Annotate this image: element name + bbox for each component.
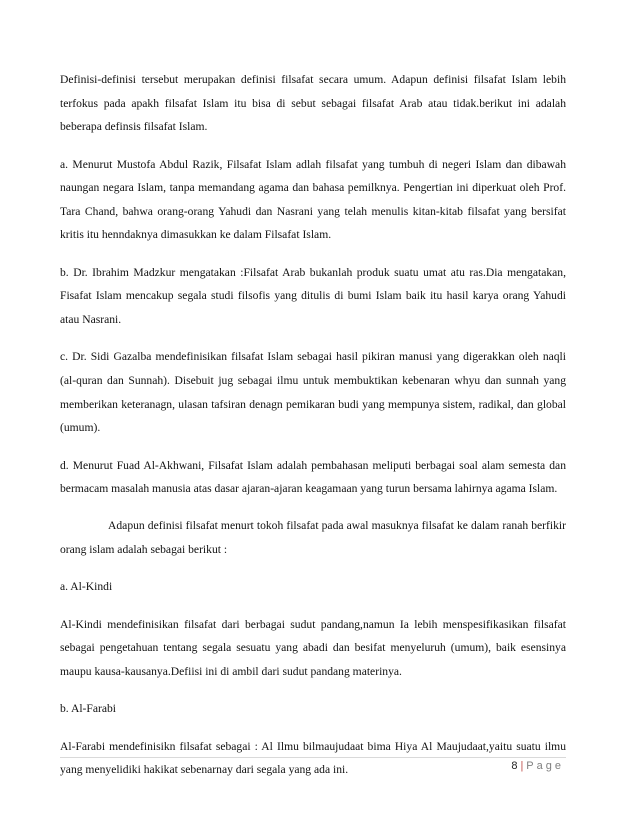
paragraph-definition-b: b. Dr. Ibrahim Madzkur mengatakan :Filsafat Arab bukanlah produk suatu umat atu ras.Dia mengatakan, Fisafat Islam mencakup segala studi filsofis yang ditulis di bumi Islam baik itu hasil karya orang Yahudi atau Nasrani. — [60, 265, 566, 326]
paragraph-definition-c: c. Dr. Sidi Gazalba mendefinisikan filsafat Islam sebagai hasil pikiran manusi yang digerakkan oleh naqli (al-quran dan Sunnah). Disebuit jug sebagai ilmu untuk membuktikan kebenaran whyu dan sunnah yang memberikan keteranagn, ulasan tafsiran denagn pemikaran budi yang mempunya sistem, radikal, dan global (umum). — [60, 350, 566, 435]
page-label: Page — [526, 760, 564, 772]
paragraph-definition-d: d. Menurut Fuad Al-Akhwani, Filsafat Islam adalah pembahasan meliputi berbagai soal alam semesta dan bermacam masalah manusia atas dasar ajaran-ajaran keagamaan yang turun bersama lahirnya agama Islam. — [60, 458, 566, 496]
paragraph-al-kindi: Al-Kindi mendefinisikan filsafat dari berbagai sudut pandang,namun Ia lebih menspesifikasikan filsafat sebagai pengetahuan tentang segala sesuatu yang abadi dan besifat menyeluruh (umum), baik esensinya maupu kausa-kausanya.Defiisi ini di ambil dari sudut pandang materinya. — [60, 617, 566, 679]
heading-al-kindi: a. Al-Kindi — [60, 580, 113, 594]
page-footer — [511, 760, 564, 772]
paragraph-definition-a: a. Menurut Mustofa Abdul Razik, Filsafat Islam adlah filsafat yang tumbuh di negeri Islam dan dibawah naungan negara Islam, tanpa memandang agama dan bahasa pemilknya. Pengertian ini diperkuat oleh Prof. Tara Chand, bahwa orang-orang Yahudi dan Nasrani yang telah menulis kitan-kitab filsafat yang bersifat kritis itu henndaknya dimasukkan ke dalam Filsafat Islam. — [60, 157, 566, 242]
page-number: 8 — [511, 760, 518, 772]
heading-al-farabi: b. Al-Farabi — [60, 702, 117, 716]
footer-separator: | — [520, 760, 524, 772]
paragraph-intro: Definisi-definisi tersebut merupakan definisi filsafat secara umum. Adapun definisi filsafat Islam lebih terfokus pada apakh filsafat Islam itu bisa di sebut sebagai filsafat Arab atau tidak.berikut ini adalah beberapa definsis filsafat Islam. — [60, 73, 566, 134]
paragraph-al-farabi: Al-Farabi mendefinisikn filsafat sebagai : Al Ilmu bilmaujudaat bima Hiya Al Maujudaat,yaitu suatu ilmu yang menyelidiki hakikat sebenarnay dari segala yang ada ini. — [60, 739, 566, 777]
paragraph-tokoh-intro: Adapun definisi filsafat menurt tokoh filsafat pada awal masuknya filsafat ke dalam ranah berfikir orang islam adalah sebagai berikut : — [60, 519, 566, 557]
footer-divider — [60, 757, 566, 758]
body-text — [60, 68, 566, 796]
